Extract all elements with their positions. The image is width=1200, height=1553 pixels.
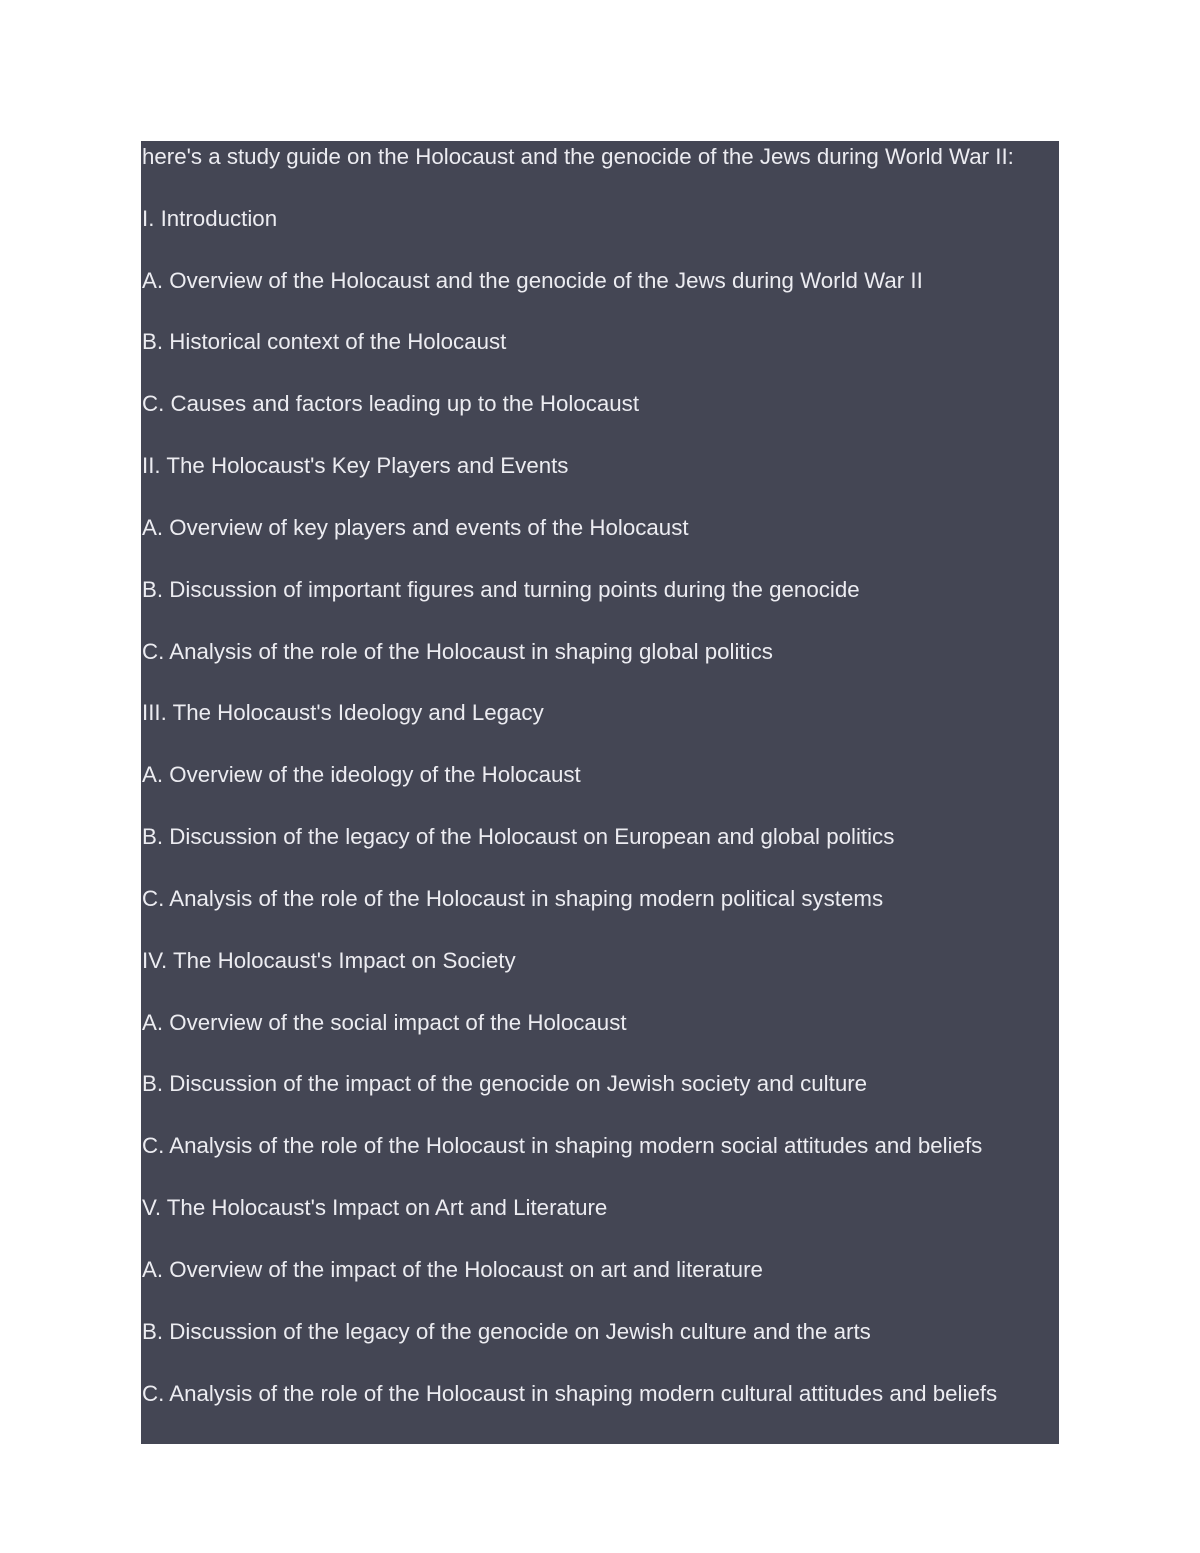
outline-item: A. Overview of the Holocaust and the genocide of the Jews during World War II xyxy=(142,268,923,293)
outline-item: A. Overview of the social impact of the Holocaust xyxy=(142,1010,627,1035)
outline-item: B. Discussion of the impact of the genocide on Jewish society and culture xyxy=(142,1071,868,1096)
outline-item: A. Overview of key players and events of the Holocaust xyxy=(142,515,689,540)
outline-item: A. Overview of the ideology of the Holocaust xyxy=(142,762,581,787)
outline-item: B. Discussion of the legacy of the genocide on Jewish culture and the arts xyxy=(142,1319,871,1344)
section-heading-society: IV. The Holocaust's Impact on Society xyxy=(142,948,516,973)
section-heading-art-literature: V. The Holocaust's Impact on Art and Literature xyxy=(142,1195,608,1220)
response-panel xyxy=(141,141,1059,1444)
outline-item: C. Analysis of the role of the Holocaust in shaping modern cultural attitudes and beliefs xyxy=(142,1381,998,1406)
section-heading-key-players: II. The Holocaust's Key Players and Events xyxy=(142,453,569,478)
outline-item: B. Discussion of important figures and turning points during the genocide xyxy=(142,577,860,602)
outline-item: C. Analysis of the role of the Holocaust in shaping modern social attitudes and beliefs xyxy=(142,1133,983,1158)
intro-line: here's a study guide on the Holocaust and the genocide of the Jews during World War II: xyxy=(142,144,1014,169)
outline-item: B. Discussion of the legacy of the Holocaust on European and global politics xyxy=(142,824,895,849)
section-heading-ideology: III. The Holocaust's Ideology and Legacy xyxy=(142,700,544,725)
section-heading-introduction: I. Introduction xyxy=(142,206,278,231)
outline-item: C. Causes and factors leading up to the Holocaust xyxy=(142,391,640,416)
outline-item: C. Analysis of the role of the Holocaust in shaping modern political systems xyxy=(142,886,884,911)
outline-item: C. Analysis of the role of the Holocaust in shaping global politics xyxy=(142,639,773,664)
outline-item: B. Historical context of the Holocaust xyxy=(142,329,507,354)
outline-item: A. Overview of the impact of the Holocaust on art and literature xyxy=(142,1257,763,1282)
